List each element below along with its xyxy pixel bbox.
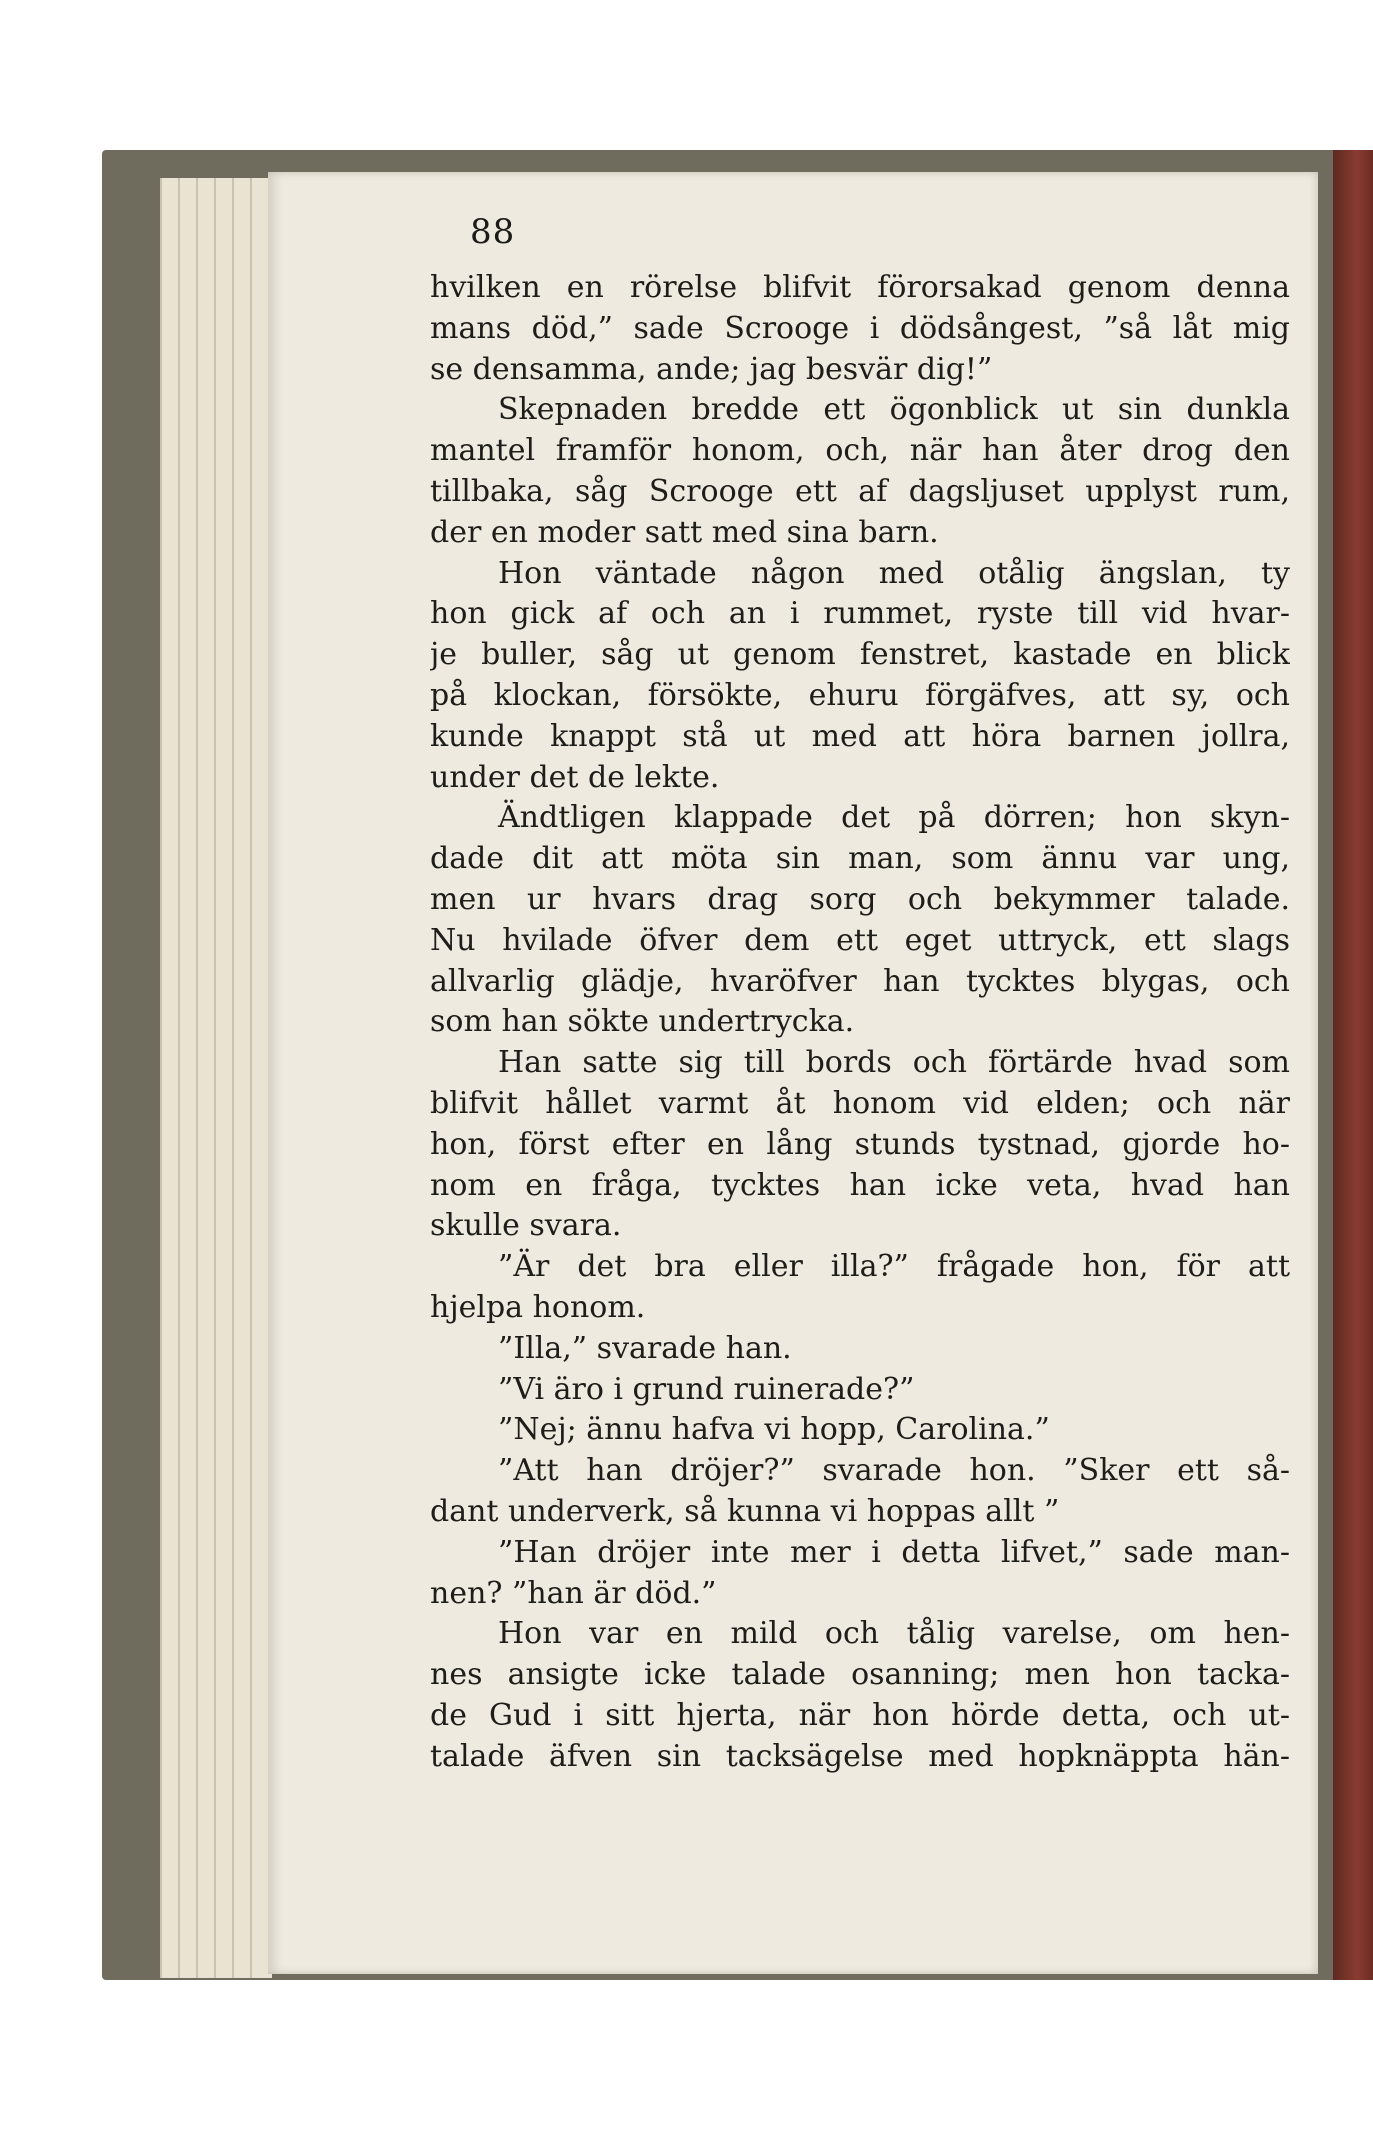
text-line: Nu hvilade öfver dem ett eget uttryck, ett slags — [430, 922, 1290, 958]
text-line: allvarlig glädje, hvaröfver han tycktes blygas, och — [430, 963, 1290, 999]
text-line: ”Vi äro i grund ruinerade?” — [498, 1371, 915, 1407]
text-line: ”Är det bra eller illa?” frågade hon, för att — [498, 1249, 1290, 1285]
text-line: blifvit hållet varmt åt honom vid elden; och när — [430, 1085, 1290, 1121]
text-line: kunde knappt stå ut med att höra barnen jollra, — [430, 718, 1290, 754]
text-line: skulle svara. — [430, 1208, 622, 1244]
text-line: ”Att han dröjer?” svarade hon. ”Sker ett så- — [498, 1453, 1290, 1489]
text-line: der en moder satt med sina barn. — [430, 514, 939, 550]
text-line: Han satte sig till bords och förtärde hvad som — [498, 1045, 1290, 1081]
text-line: ”Illa,” svarade han. — [498, 1330, 792, 1366]
text-line: tillbaka, såg Scrooge ett af dagsljuset upplyst rum, — [430, 473, 1290, 509]
text-line: hon, först efter en lång stunds tystnad, gjorde ho- — [430, 1126, 1290, 1162]
text-line: talade äfven sin tacksägelse med hopknäppta hän- — [430, 1738, 1290, 1774]
text-line: nom en fråga, tycktes han icke veta, hvad han — [430, 1167, 1290, 1203]
text-line: ”Nej; ännu hafva vi hopp, Carolina.” — [498, 1412, 1050, 1448]
text-line: je buller, såg ut genom fenstret, kastade en blick — [430, 637, 1290, 673]
text-line: ”Han dröjer inte mer i detta lifvet,” sade man- — [498, 1534, 1290, 1570]
text-line: nes ansigte icke talade osanning; men hon tacka- — [430, 1657, 1290, 1693]
text-line: Ändtligen klappade det på dörren; hon skyn- — [498, 800, 1290, 836]
text-line: de Gud i sitt hjerta, när hon hörde detta, och ut- — [430, 1697, 1290, 1733]
text-line: dant underverk, så kunna vi hoppas allt ” — [430, 1493, 1060, 1529]
text-line: se densamma, ande; jag besvär dig!” — [430, 351, 993, 387]
text-line: hvilken en rörelse blifvit förorsakad genom denna — [430, 270, 1290, 305]
page-number: 88 — [470, 212, 516, 252]
text-line: mans död,” sade Scrooge i dödsångest, ”så låt mig — [430, 310, 1290, 346]
page-text — [430, 268, 1290, 1777]
text-line: Hon väntade någon med otålig ängslan, ty — [498, 555, 1290, 591]
cover-spine-edge — [1333, 150, 1373, 1980]
text-line: dade dit att möta sin man, som ännu var ung, — [430, 841, 1290, 877]
text-line: hon gick af och an i rummet, ryste till vid hvar- — [430, 596, 1290, 632]
text-line: på klockan, försökte, ehuru förgäfves, att sy, och — [430, 677, 1290, 713]
text-line: Skepnaden bredde ett ögonblick ut sin dunkla — [498, 392, 1290, 428]
text-line: hjelpa honom. — [430, 1289, 646, 1325]
text-line: mantel framför honom, och, när han åter drog den — [430, 433, 1290, 469]
text-line: nen? ”han är död.” — [430, 1575, 717, 1611]
text-line: men ur hvars drag sorg och bekymmer talade. — [430, 881, 1290, 917]
text-line: under det de lekte. — [430, 759, 720, 795]
text-line: Hon var en mild och tålig varelse, om hen- — [498, 1616, 1290, 1652]
text-line: som han sökte undertrycka. — [430, 1004, 855, 1040]
